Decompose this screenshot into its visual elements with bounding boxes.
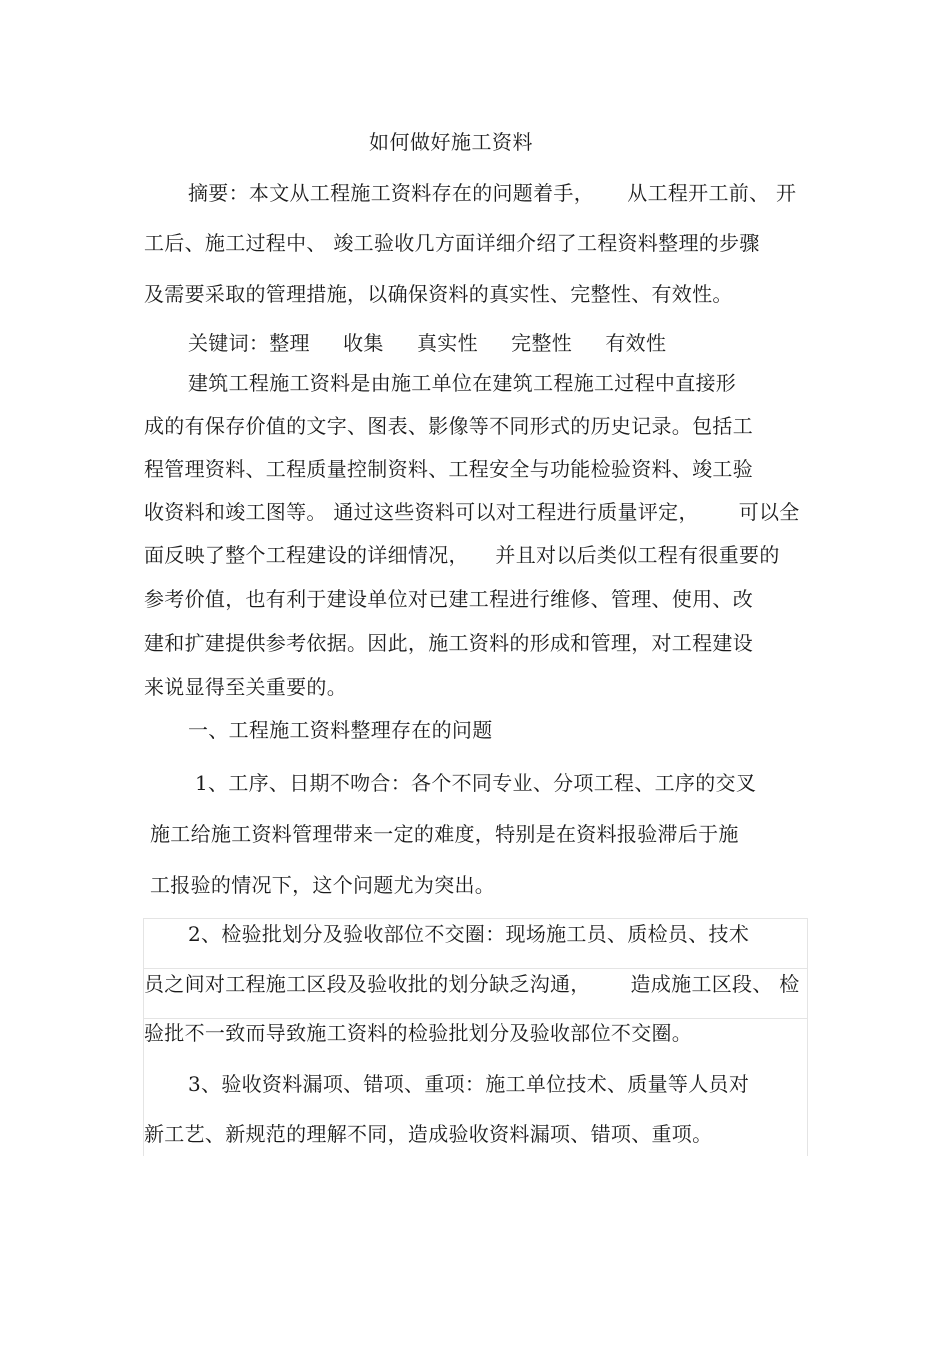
item-line: 2、检验批划分及验收部位不交圈：现场施工员、质检员、技术 [188,922,750,946]
item-line: 工报验的情况下，这个问题尤为突出。 [150,873,496,897]
scan-rule [143,918,807,919]
intro-line: 建筑工程施工资料是由施工单位在建筑工程施工过程中直接形 [188,371,737,395]
item-line: 新工艺、新规范的理解不同，造成验收资料漏项、错项、重项。 [144,1122,713,1146]
item-line: 员之间对工程施工区段及验收批的划分缺乏沟通， 造成施工区段、 检 [144,972,800,996]
intro-line: 参考价值，也有利于建设单位对已建工程进行维修、管理、使用、改 [144,587,753,611]
abstract-line: 摘要：本文从工程施工资料存在的问题着手， 从工程开工前、 开 [188,181,797,205]
abstract-line: 工后、施工过程中、 竣工验收几方面详细介绍了工程资料整理的步骤 [144,231,760,255]
scan-rule [143,1018,807,1019]
item-line: 验批不一致而导致施工资料的检验批划分及验收部位不交圈。 [144,1021,693,1045]
abstract-line: 及需要采取的管理措施，以确保资料的真实性、完整性、有效性。 [144,282,733,306]
document-title: 如何做好施工资料 [369,130,533,154]
intro-line: 建和扩建提供参考依据。因此，施工资料的形成和管理，对工程建设 [144,631,753,655]
intro-line: 面反映了整个工程建设的详细情况， 并且对以后类似工程有很重要的 [144,543,780,567]
intro-line: 程管理资料、工程质量控制资料、工程安全与功能检验资料、竣工验 [144,457,753,481]
item-line: 3、验收资料漏项、错项、重项：施工单位技术、质量等人员对 [188,1072,750,1096]
intro-line: 收资料和竣工图等。 通过这些资料可以对工程进行质量评定， 可以全 [144,500,800,524]
item-line: 1、工序、日期不吻合：各个不同专业、分项工程、工序的交叉 [195,771,757,795]
section-heading: 一、工程施工资料整理存在的问题 [188,718,493,742]
intro-line: 来说显得至关重要的。 [144,675,347,699]
intro-line: 成的有保存价值的文字、图表、影像等不同形式的历史记录。包括工 [144,414,753,438]
keywords-line: 关键词：整理 收集 真实性 完整性 有效性 [188,331,667,355]
scan-rule [143,968,807,969]
item-line: 施工给施工资料管理带来一定的难度，特别是在资料报验滞后于施 [150,822,739,846]
